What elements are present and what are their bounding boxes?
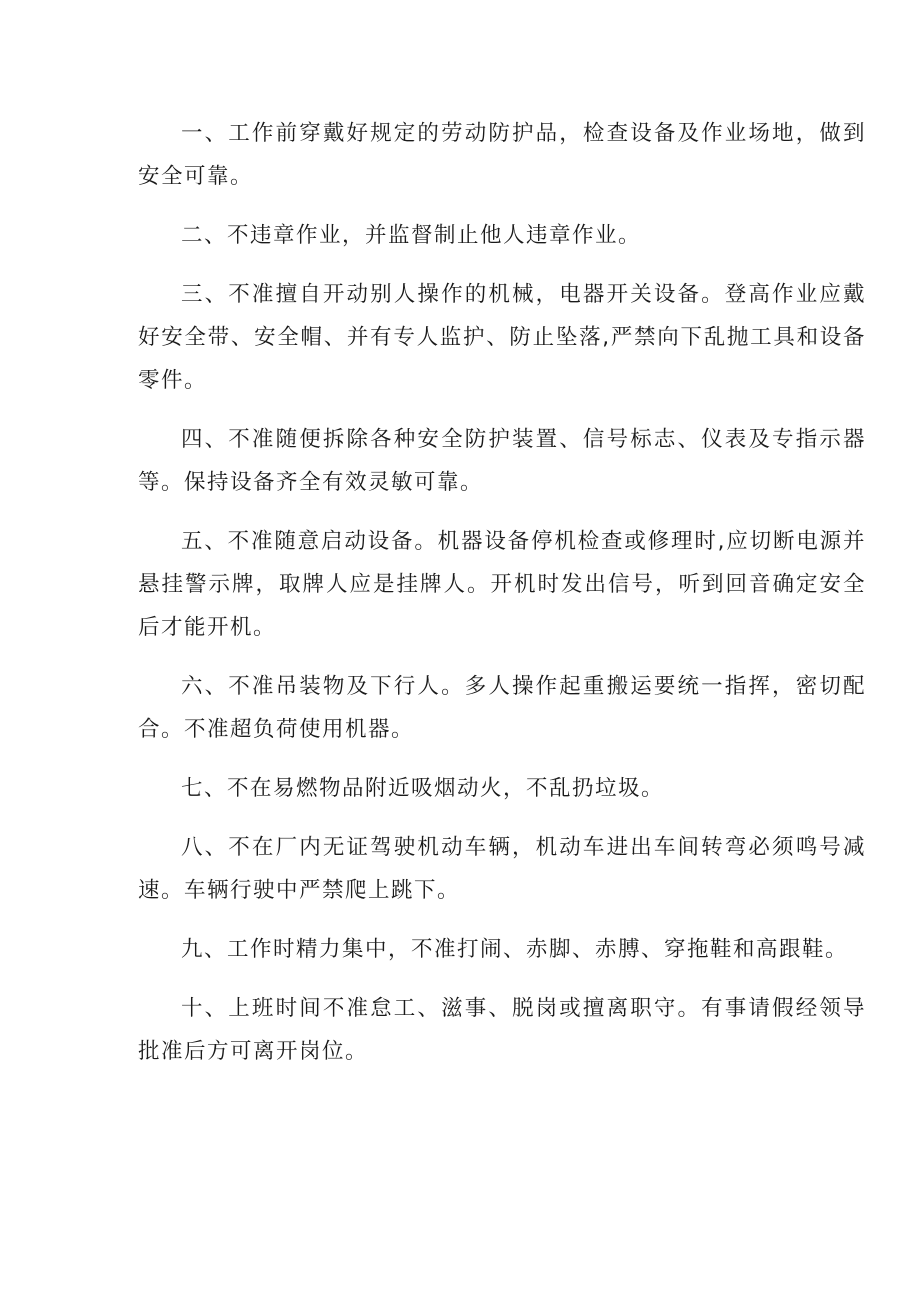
rule-paragraph-8: 八、不在厂内无证驾驶机动车辆，机动车进出车间转弯必须鸣号减速。车辆行驶中严禁爬上跳下。	[138, 835, 866, 903]
document-body	[138, 112, 866, 1089]
rule-paragraph-2: 二、不违章作业，并监督制止他人违章作业。	[181, 223, 642, 248]
rule-paragraph-1: 一、工作前穿戴好规定的劳动防护品，检查设备及作业场地，做到安全可靠。	[138, 121, 866, 189]
rule-paragraph-9: 九、工作时精力集中，不准打闹、赤脚、赤膊、穿拖鞋和高跟鞋。	[181, 937, 849, 962]
rule-paragraph-6: 六、不准吊装物及下行人。多人操作起重搬运要统一指挥，密切配合。不准超负荷使用机器。	[138, 674, 866, 742]
rule-paragraph-3: 三、不准擅自开动别人操作的机械，电器开关设备。登高作业应戴好安全带、安全帽、并有专人监护、防止坠落,严禁向下乱抛工具和设备零件。	[138, 282, 866, 393]
rule-paragraph-5: 五、不准随意启动设备。机器设备停机检查或修理时,应切断电源并悬挂警示牌，取牌人应是挂牌人。开机时发出信号，听到回音确定安全后才能开机。	[138, 529, 866, 640]
rule-paragraph-7: 七、不在易燃物品附近吸烟动火，不乱扔垃圾。	[181, 776, 665, 801]
rule-paragraph-10: 十、上班时间不准怠工、滋事、脱岗或擅离职守。有事请假经领导批准后方可离开岗位。	[138, 996, 866, 1064]
rule-paragraph-4: 四、不准随便拆除各种安全防护装置、信号标志、仪表及专指示器等。保持设备齐全有效灵敏可靠。	[138, 427, 866, 495]
